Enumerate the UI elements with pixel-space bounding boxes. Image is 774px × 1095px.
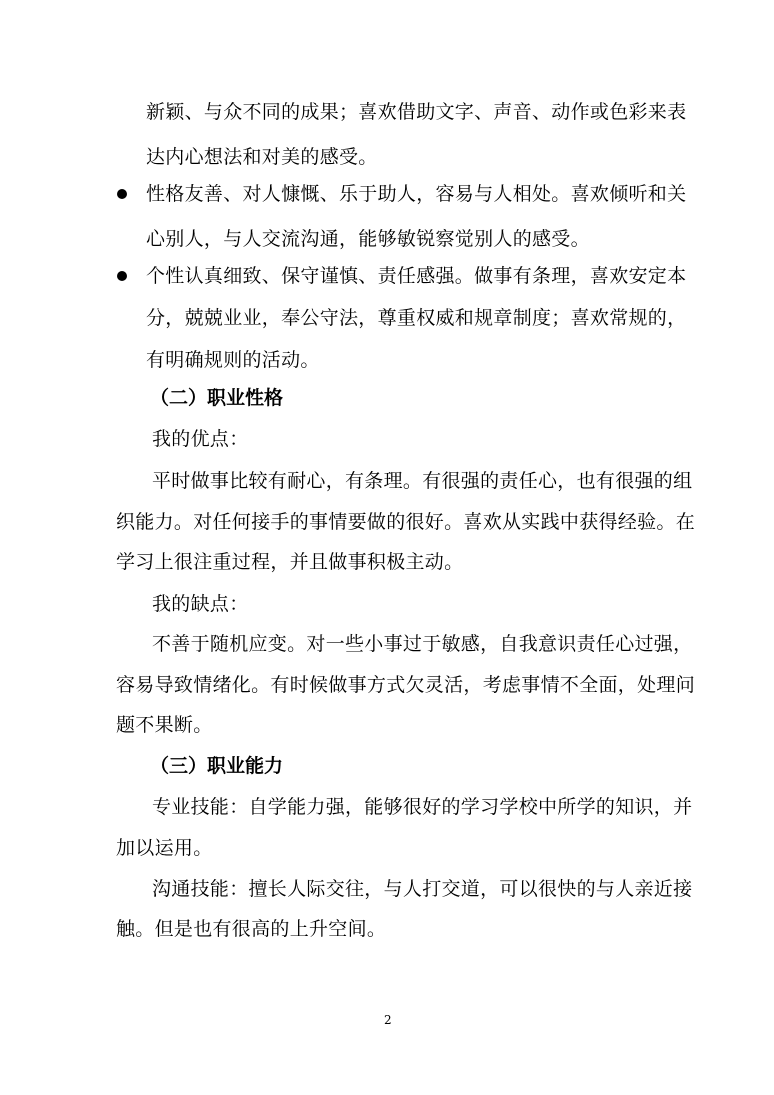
section-heading-ability: （三）职业能力 xyxy=(150,755,284,777)
bullet-icon xyxy=(117,189,127,199)
professional-skills-line-2: 加以运用。 xyxy=(116,837,213,859)
communication-skills-line-2: 触。但是也有很高的上升空间。 xyxy=(116,918,387,940)
bullet-icon xyxy=(117,271,127,281)
interest-item-3-line-3: 有明确规则的活动。 xyxy=(146,349,320,371)
weaknesses-label: 我的缺点： xyxy=(152,593,249,615)
professional-skills-line-1: 专业技能：自学能力强，能够很好的学习学校中所学的知识，并 xyxy=(152,796,693,818)
strengths-line-2: 织能力。对任何接手的事情要做的很好。喜欢从实践中获得经验。在 xyxy=(116,511,696,533)
communication-skills-line-1: 沟通技能：擅长人际交往，与人打交道，可以很快的与人亲近接 xyxy=(152,878,693,900)
strengths-label: 我的优点： xyxy=(152,428,249,450)
interest-item-2-line-1: 性格友善、对人慷慨、乐于助人，容易与人相处。喜欢倾听和关 xyxy=(146,183,687,205)
weaknesses-line-2: 容易导致情绪化。有时候做事方式欠灵活，考虑事情不全面，处理问 xyxy=(116,674,696,696)
weaknesses-line-3: 题不果断。 xyxy=(116,714,213,736)
strengths-line-1: 平时做事比较有耐心，有条理。有很强的责任心，也有很强的组 xyxy=(152,470,693,492)
weaknesses-line-1: 不善于随机应变。对一些小事过于敏感，自我意识责任心过强， xyxy=(152,633,693,655)
strengths-line-3: 学习上很注重过程，并且做事积极主动。 xyxy=(116,551,464,573)
interest-item-1-line-1: 新颖、与众不同的成果；喜欢借助文字、声音、动作或色彩来表 xyxy=(146,101,687,123)
section-heading-personality: （二）职业性格 xyxy=(150,387,284,409)
page-number: 2 xyxy=(384,1013,392,1027)
interest-item-3-line-1: 个性认真细致、保守谨慎、责任感强。做事有条理，喜欢安定本 xyxy=(146,265,687,287)
interest-item-1-line-2: 达内心想法和对美的感受。 xyxy=(146,146,378,168)
interest-item-2-line-2: 心别人，与人交流沟通，能够敏锐察觉别人的感受。 xyxy=(146,228,590,250)
interest-item-3-line-2: 分，兢兢业业，奉公守法，尊重权威和规章制度；喜欢常规的， xyxy=(146,307,687,329)
